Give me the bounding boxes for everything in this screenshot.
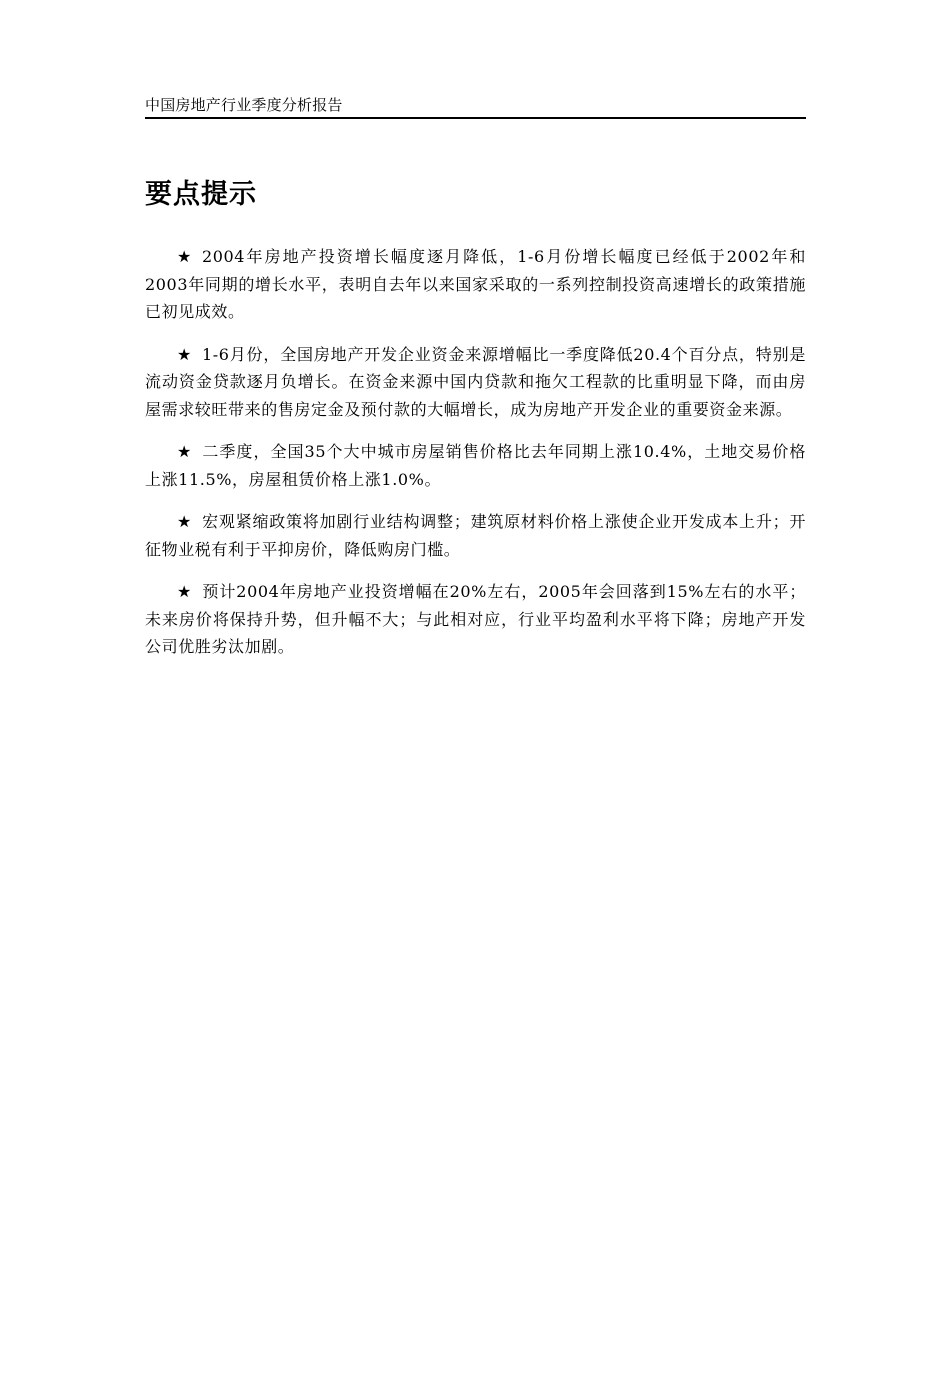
key-point-text: 1-6月份，全国房地产开发企业资金来源增幅比一季度降低20.4个百分点，特别是流动资金贷款逐月负增长。在资金来源中国内贷款和拖欠工程款的比重明显下降，而由房屋需求较旺带来的售房定金及预付款的大幅增长，成为房地产开发企业的重要资金来源。 (145, 344, 806, 419)
key-point-text: 宏观紧缩政策将加剧行业结构调整；建筑原材料价格上涨使企业开发成本上升；开征物业税有利于平抑房价，降低购房门槛。 (145, 512, 806, 559)
star-icon: ★ (177, 344, 192, 364)
star-icon: ★ (177, 247, 192, 266)
key-point (145, 578, 806, 661)
star-icon: ★ (177, 512, 192, 531)
key-point-text: 二季度，全国35个大中城市房屋销售价格比去年同期上涨10.4%，土地交易价格上涨11.5%，房屋租赁价格上涨1.0%。 (145, 442, 806, 489)
key-point (145, 438, 806, 493)
key-point-text: 预计2004年房地产业投资增幅在20%左右，2005年会回落到15%左右的水平；未来房价将保持升势，但升幅不大；与此相对应，行业平均盈利水平将下降；房地产开发公司优胜劣汰加剧。 (145, 582, 806, 656)
key-point-text: 2004年房地产投资增长幅度逐月降低，1-6月份增长幅度已经低于2002年和2003年同期的增长水平，表明自去年以来国家采取的一系列控制投资高速增长的政策措施已初见成效。 (145, 247, 806, 321)
key-points-list (145, 243, 806, 676)
star-icon: ★ (177, 582, 192, 601)
key-point (145, 341, 806, 424)
page-header (145, 93, 806, 119)
star-icon: ★ (177, 442, 192, 461)
key-point (145, 508, 806, 563)
report-title: 中国房地产行业季度分析报告 (145, 96, 343, 114)
key-point (145, 243, 806, 326)
section-title: 要点提示 (145, 179, 257, 210)
